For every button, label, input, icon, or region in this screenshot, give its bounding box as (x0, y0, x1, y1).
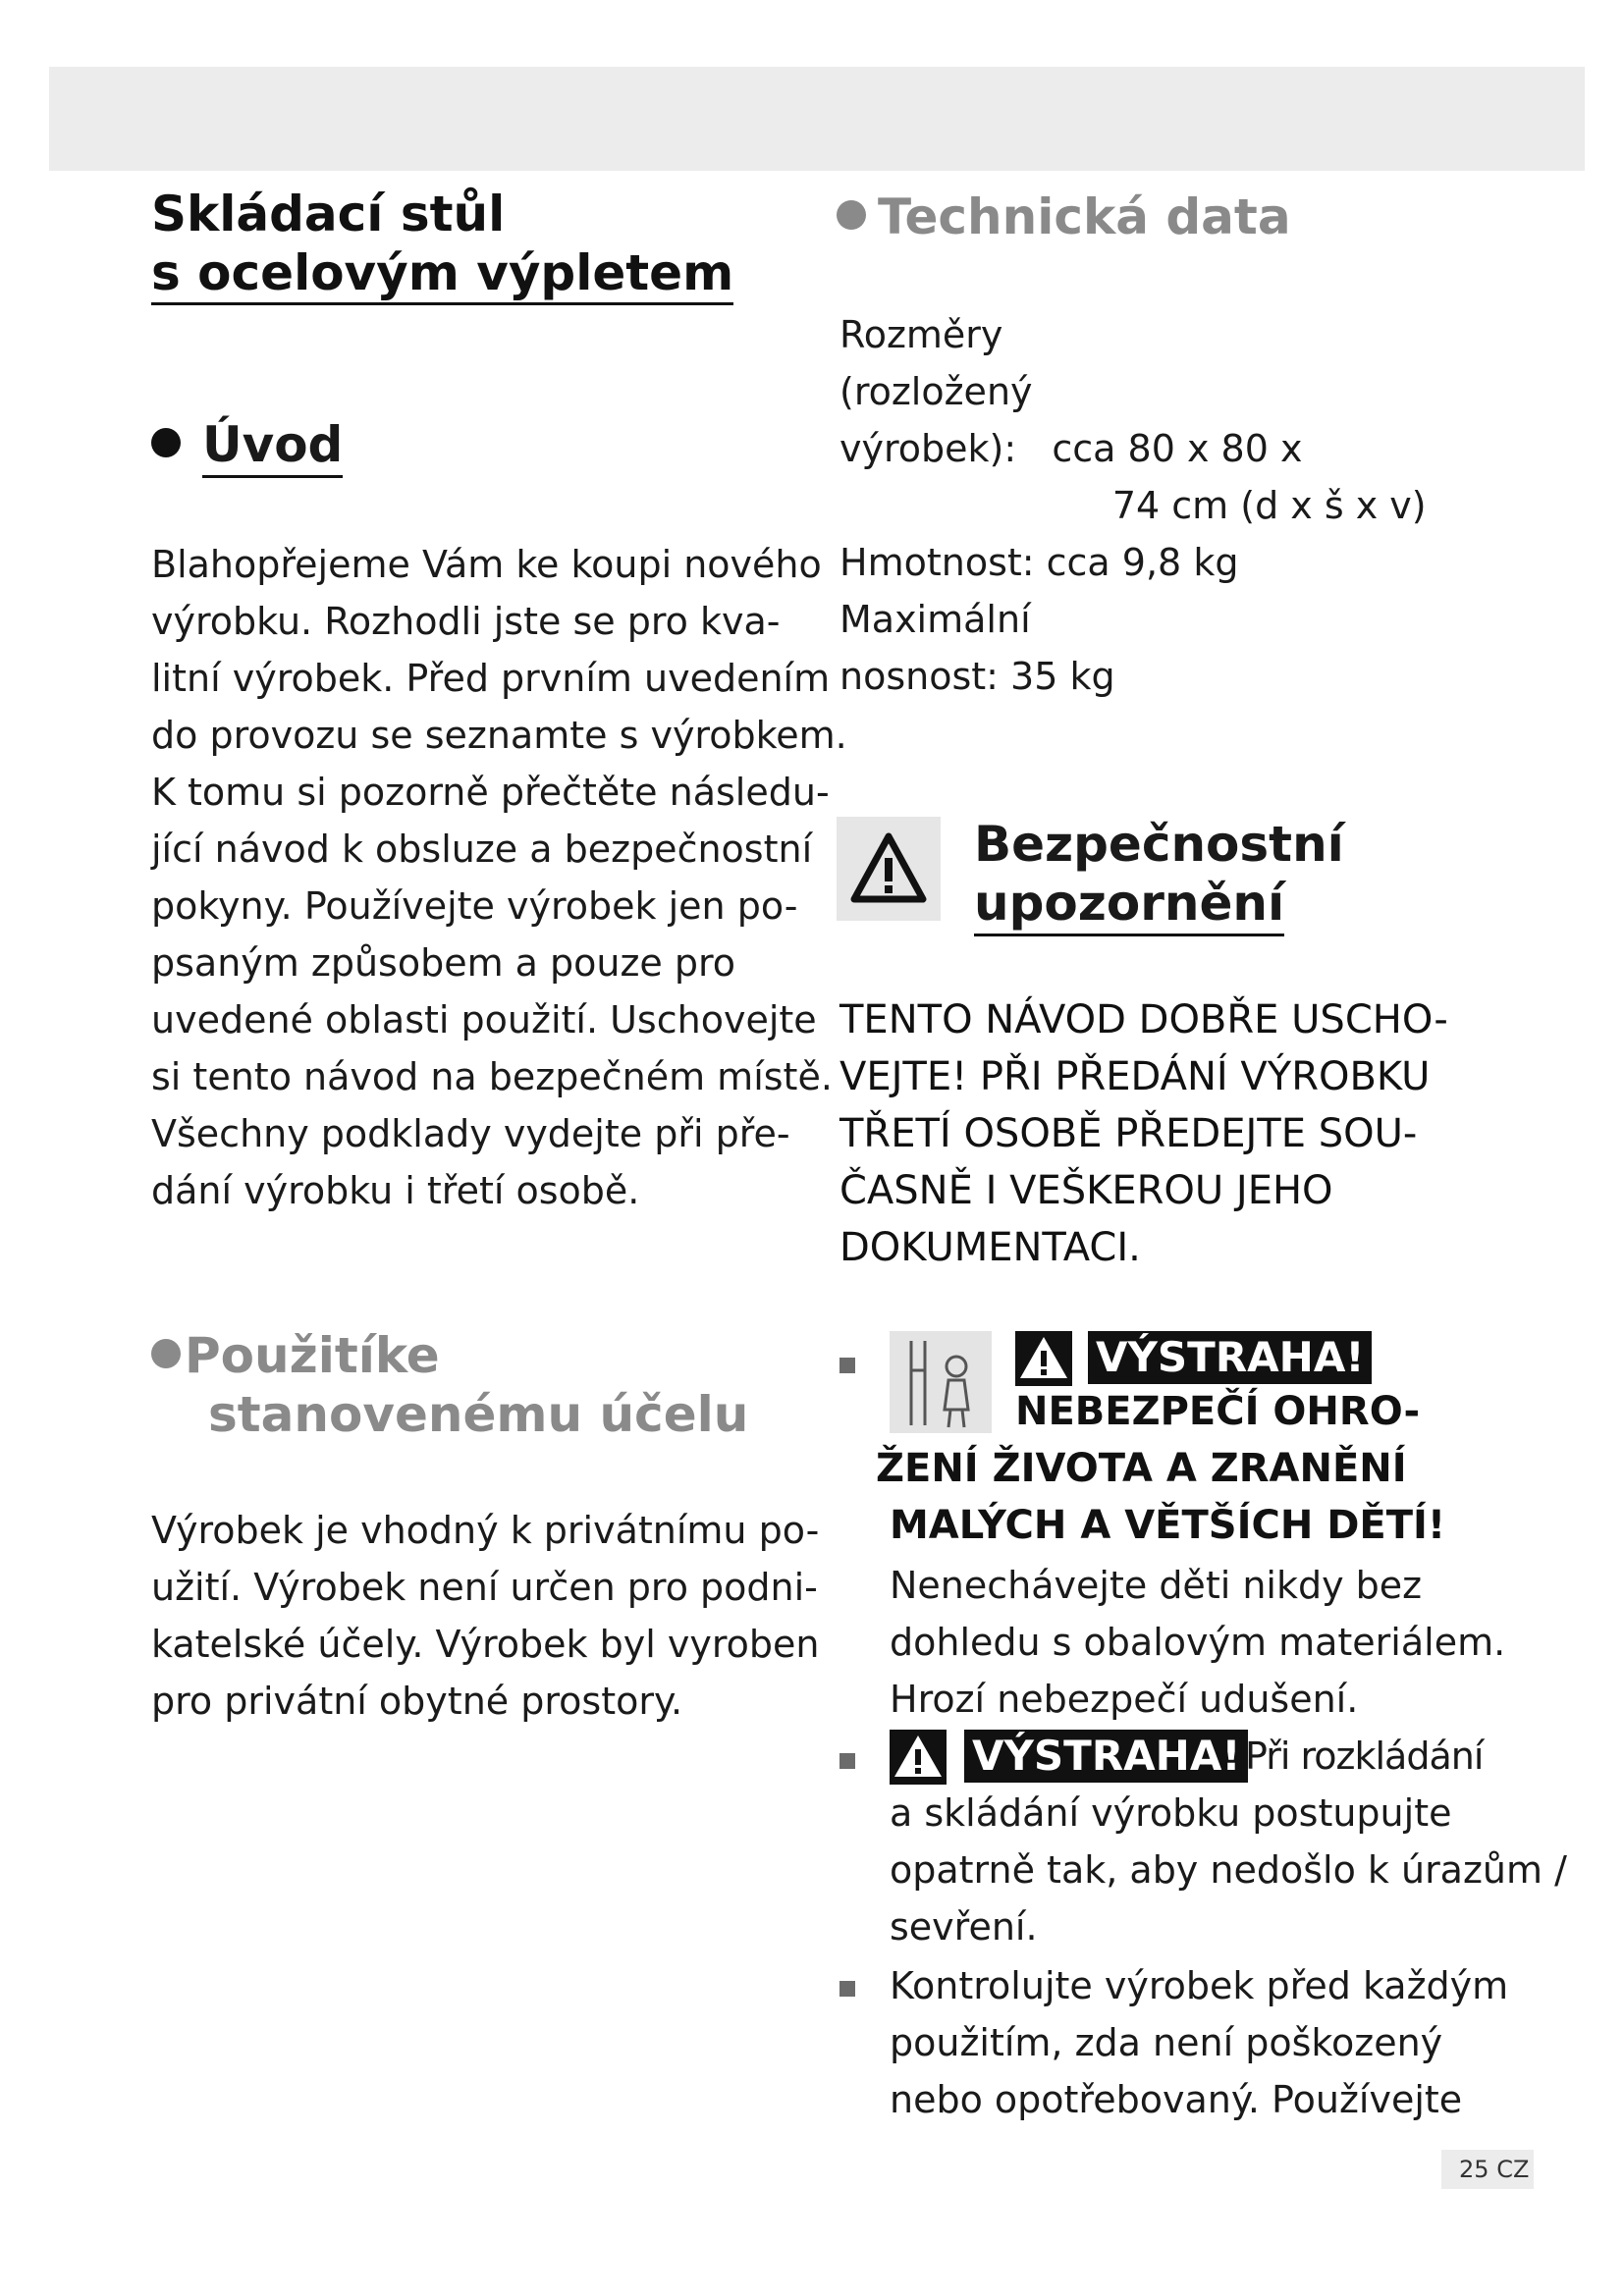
warning-label: VÝSTRAHA! (964, 1730, 1248, 1783)
usage-heading-line-1: Použitíke (185, 1327, 440, 1384)
safety-caps-text: TENTO NÁVOD DOBŘE USCHO- VEJTE! PŘI PŘEDÁNÍ VÝROBKU TŘETÍ OSOBĚ PŘEDEJTE SOU- ČASNĚ I VEŠKEROU JEHO DOKUMENTACI. (839, 997, 1448, 1270)
list-bullet-icon (839, 1358, 855, 1373)
warning-triangle-icon (837, 817, 941, 921)
danger-text-line-1: NEBEZPEČÍ OHRO- (1015, 1389, 1421, 1434)
warning-mini-icon (890, 1730, 947, 1785)
bullet-icon (151, 1339, 181, 1368)
page-title (151, 185, 733, 305)
usage-heading (151, 1327, 440, 1384)
item3-text: Kontrolujte výrobek před každým použitím, zda není poškozený nebo opotřebovaný. Používejte (890, 1964, 1509, 2121)
page-language: CZ (1496, 2156, 1530, 2183)
page-number-value: 25 (1459, 2156, 1489, 2183)
list-bullet-icon (839, 1981, 855, 1997)
bullet-icon (837, 200, 866, 230)
warning-mini-icon (1015, 1331, 1072, 1386)
intro-heading-text: Úvod (202, 416, 343, 478)
tech-data-text: Rozměry (rozložený výrobek): cca 80 x 80 x 74 cm (d x š x v) Hmotnost: cca 9,8 kg Maximální nosnost: 35 kg (839, 313, 1427, 698)
child-danger-icon (890, 1331, 992, 1433)
safety-heading-line-2: upozornění (974, 875, 1284, 936)
intro-text: Blahopřejeme Vám ke koupi nového výrobku. Rozhodli jste se pro kva- litní výrobek. Před prvním uvedením do provozu se seznamte s výrobkem. K tomu si pozorně přečtěte následu- jící návod k obsluze a bezpečnostní pokyny. Používejte výrobek jen po- psaným způsobem a pouze pro uvedené oblasti použití. Uschovejte si tento návod na bezpečném místě. Všechny podklady vydejte při pře- dání výrobku i třetí osobě. (151, 543, 847, 1212)
usage-heading-line-2: stanovenému účelu (208, 1386, 749, 1443)
safety-heading-line-1: Bezpečnostní (974, 816, 1344, 873)
danger-text-line-2: ŽENÍ ŽIVOTA A ZRANĚNÍ (876, 1446, 1407, 1491)
title-line-2: s ocelovým výpletem (151, 243, 733, 305)
item1-text: Nenechávejte děti nikdy bez dohledu s obalovým materiálem. Hrozí nebezpečí udušení. (890, 1564, 1506, 1721)
title-line-1: Skládací stůl (151, 186, 506, 242)
bullet-icon (151, 428, 181, 457)
tech-heading-text: Technická data (878, 188, 1291, 245)
item2-text-first: Při rozkládání (1245, 1735, 1484, 1778)
danger-text-line-3: MALÝCH A VĚTŠÍCH DĚTÍ! (890, 1503, 1446, 1548)
usage-text: Výrobek je vhodný k privátnímu po- užití. Výrobek není určen pro podni- katelské účely. Výrobek byl vyroben pro privátní obytné prostory. (151, 1509, 820, 1723)
item2-text: a skládání výrobku postupujte opatrně tak, aby nedošlo k úrazům / sevření. (890, 1791, 1567, 1949)
safety-heading (974, 815, 1344, 933)
intro-heading (151, 416, 343, 473)
page-number (1439, 2150, 1534, 2189)
tech-heading (837, 188, 1291, 245)
list-bullet-icon (839, 1753, 855, 1769)
warning-label: VÝSTRAHA! (1088, 1331, 1372, 1384)
header-band (49, 67, 1585, 171)
